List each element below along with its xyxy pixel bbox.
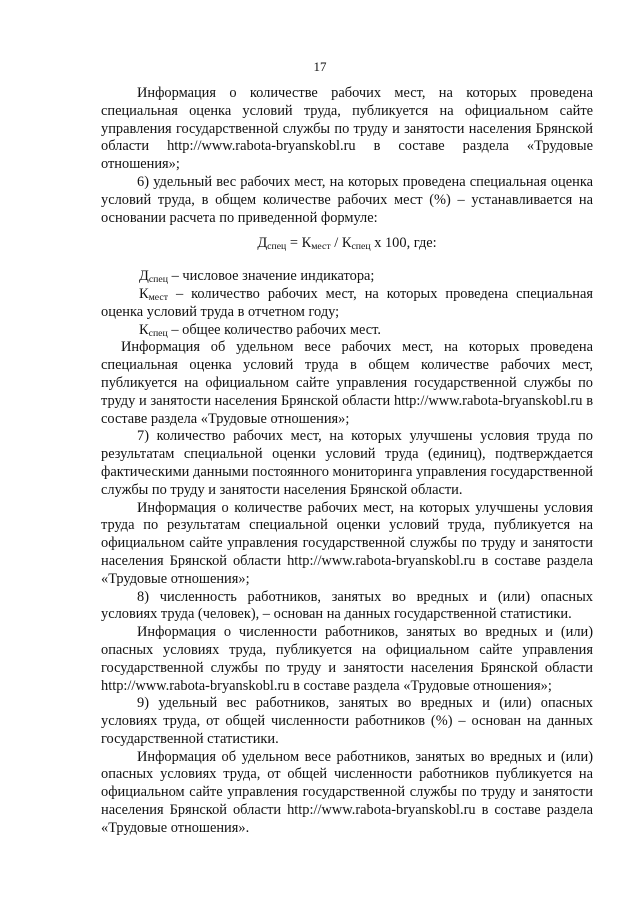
formula xyxy=(101,235,593,253)
definition-k-mest: $К_{мест}$ – количество рабочих мест, на которых проведена специальная оценка условий труда в отчетном году; xyxy=(101,285,593,320)
paragraph-item-8: 8) численность работников, занятых во вредных и (или) опасных условиях труда (человек), – основан на данных государственной статистики. xyxy=(101,588,593,623)
formula-op1: = xyxy=(286,235,302,252)
paragraph-info-certified-workplaces: Информация о количестве рабочих мест, на которых проведена специальная оценка условий труда, публикуется на официальном сайте управления государственной службы по труду и занятости населения Брянской области http://www.rabota-bryanskobl.ru в составе раздела «Трудовые отношения»; xyxy=(101,85,593,173)
formula-k2: К xyxy=(341,235,352,252)
paragraph-item-9: 9) удельный вес работников, занятых во вредных и (или) опасных условиях труда, от общей численности работников (%) – основан на данных государственной статистики. xyxy=(101,695,593,747)
definition-k-spec: $К_{спец}$ – общее количество рабочих мест. xyxy=(139,321,381,339)
formula-k1: К xyxy=(301,235,312,252)
paragraph-item-7: 7) количество рабочих мест, на которых улучшены условия труда по результатам специальной оценки условий труда (единиц), подтверждается фактическими данными постоянного мониторинга управления государственной службы по труду и занятости населения Брянской области. xyxy=(101,428,593,498)
formula-tail: х 100, где: xyxy=(370,235,437,252)
paragraph-info-share: Информация об удельном весе рабочих мест, на которых проведена специальная оценка условий труда в общем количестве рабочих мест, публикуется на официальном сайте управления государственной службы по труду и занятости населения Брянской области http://www.rabota-bryanskobl.ru в составе раздела «Трудовые отношения»; xyxy=(101,339,593,427)
paragraph-info-improved: Информация о количестве рабочих мест, на которых улучшены условия труда по результатам специальной оценки условий труда, публикуется на официальном сайте управления государственной службы по труду и занятости населения Брянской области http://www.rabota-bryanskobl.ru в составе раздела «Трудовые отношения»; xyxy=(101,499,593,587)
formula-op2: / xyxy=(330,235,342,252)
paragraph-item-6: 6) удельный вес рабочих мест, на которых проведена специальная оценка условий труда, в общем количестве рабочих мест (%) – устанавливается на основании расчета по приведенной формуле: xyxy=(101,173,593,226)
formula-lhs: Д xyxy=(257,235,268,252)
paragraph-info-hazardous-share: Информация об удельном весе работников, занятых во вредных и (или) опасных условиях труда, от общей численности работников публикуется на официальном сайте управления государственной службы по труду и занятости населения Брянской области http://www.rabota-bryanskobl.ru в составе раздела «Трудовые отношения». xyxy=(101,748,593,836)
page-number: 17 xyxy=(313,59,327,74)
formula-lhs-sub: спец xyxy=(267,241,287,253)
formula-k2-sub: спец xyxy=(351,241,371,253)
definition-d-spec: $Д_{спец}$ – числовое значение индикатора; xyxy=(139,268,375,286)
paragraph-info-hazardous-count: Информация о численности работников, занятых во вредных и (или) опасных условиях труда, публикуется на официальном сайте управления государственной службы по труду и занятости населения Брянской области http://www.rabota-bryanskobl.ru в составе раздела «Трудовые отношения»; xyxy=(101,624,593,694)
document-body xyxy=(101,85,593,838)
formula-k1-sub: мест xyxy=(311,241,331,253)
